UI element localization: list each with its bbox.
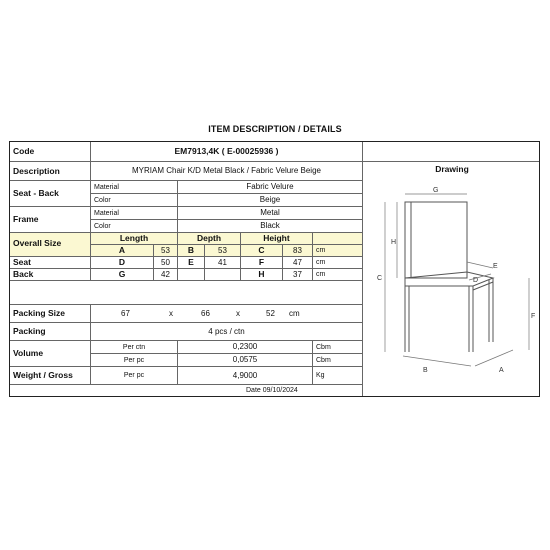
packing-length: 67 (121, 308, 130, 318)
seat-depth-value: 41 (205, 257, 241, 269)
packing-size-values (91, 305, 363, 323)
packing-x1: x (169, 308, 173, 318)
depth-header: Depth (178, 233, 241, 245)
packing-value: 4 pcs / ctn (91, 323, 363, 341)
code-value: EM7913,4K ( E-00025936 ) (91, 142, 363, 162)
volume-per-ctn-value: 0,2300 (178, 341, 313, 354)
drawing-header-row (363, 142, 539, 162)
back-height-key: H (241, 269, 283, 281)
overall-unit: cm (313, 245, 363, 257)
back-length-key: G (91, 269, 154, 281)
seat-length-value: 50 (154, 257, 178, 269)
date-text: Date 09/10/2024 (246, 387, 298, 394)
packing-height: 52 (266, 308, 275, 318)
seat-back-color-label: Color (91, 194, 178, 207)
back-depth-value (205, 269, 241, 281)
description-value: MYRIAM Chair K/D Metal Black / Fabric Velure Beige (91, 162, 363, 181)
volume-per-pc-label: Per pc (91, 354, 178, 367)
label-c: C (377, 275, 383, 282)
label-b: B (423, 367, 428, 374)
description-label: Description (10, 162, 91, 181)
height-header: Height (241, 233, 313, 245)
overall-length-value: 53 (154, 245, 178, 257)
volume-per-pc-value: 0,0575 (178, 354, 313, 367)
overall-size-label: Overall Size (10, 239, 91, 257)
chair-diagram (363, 182, 539, 392)
date-row (10, 385, 363, 396)
seat-depth-key: E (178, 257, 205, 269)
label-f: F (531, 313, 536, 320)
seat-height-key: F (241, 257, 283, 269)
overall-depth-value: 53 (205, 245, 241, 257)
chair-seat (405, 272, 493, 286)
packing-label: Packing (10, 323, 91, 341)
volume-label: Volume (10, 341, 91, 367)
weight-per-pc-value: 4,9000 (178, 367, 313, 385)
label-d: D (473, 277, 479, 284)
overall-height-value: 83 (283, 245, 313, 257)
seat-back-material-label: Material (91, 181, 178, 194)
frame-label: Frame (10, 207, 91, 233)
volume-per-pc-unit: Cbm (313, 354, 363, 367)
volume-per-ctn-unit: Cbm (313, 341, 363, 354)
weight-per-pc-unit: Kg (313, 367, 363, 385)
overall-depth-key: B (178, 245, 205, 257)
seat-unit: cm (313, 257, 363, 269)
volume-per-ctn-label: Per ctn (91, 341, 178, 354)
dimension-lines (385, 194, 529, 366)
code-label: Code (10, 142, 91, 162)
drawing-title: Drawing (435, 164, 469, 174)
frame-color-label: Color (91, 220, 178, 233)
packing-x2: x (236, 308, 240, 318)
overall-length-key: A (91, 245, 154, 257)
label-h: H (391, 239, 397, 246)
sheet-title: ITEM DESCRIPTION / DETAILS (208, 124, 342, 134)
packing-unit: cm (289, 308, 300, 318)
unit-header-empty (313, 233, 363, 245)
back-height-value: 37 (283, 269, 313, 281)
seat-length-key: D (91, 257, 154, 269)
back-depth-key (178, 269, 205, 281)
weight-per-pc-label: Per pc (91, 367, 178, 385)
frame-color-value: Black (178, 220, 363, 233)
back-label: Back (10, 269, 91, 281)
back-unit: cm (313, 269, 363, 281)
seat-back-color-value: Beige (178, 194, 363, 207)
item-details-sheet (9, 141, 540, 397)
frame-material-value: Metal (178, 207, 363, 220)
overall-height-key: C (241, 245, 283, 257)
chair-backrest (405, 202, 467, 278)
back-length-value: 42 (154, 269, 178, 281)
seat-label: Seat (10, 257, 91, 269)
packing-width: 66 (201, 308, 210, 318)
frame-material-label: Material (91, 207, 178, 220)
label-g: G (433, 187, 439, 194)
seat-height-value: 47 (283, 257, 313, 269)
label-a: A (499, 367, 504, 374)
weight-label: Weight / Gross (10, 367, 91, 385)
packing-size-label: Packing Size (10, 305, 91, 323)
seat-back-label: Seat - Back (10, 181, 91, 207)
seat-back-material-value: Fabric Velure (178, 181, 363, 194)
spacer-row (10, 281, 363, 305)
label-e: E (493, 263, 498, 270)
length-header: Length (91, 233, 178, 245)
